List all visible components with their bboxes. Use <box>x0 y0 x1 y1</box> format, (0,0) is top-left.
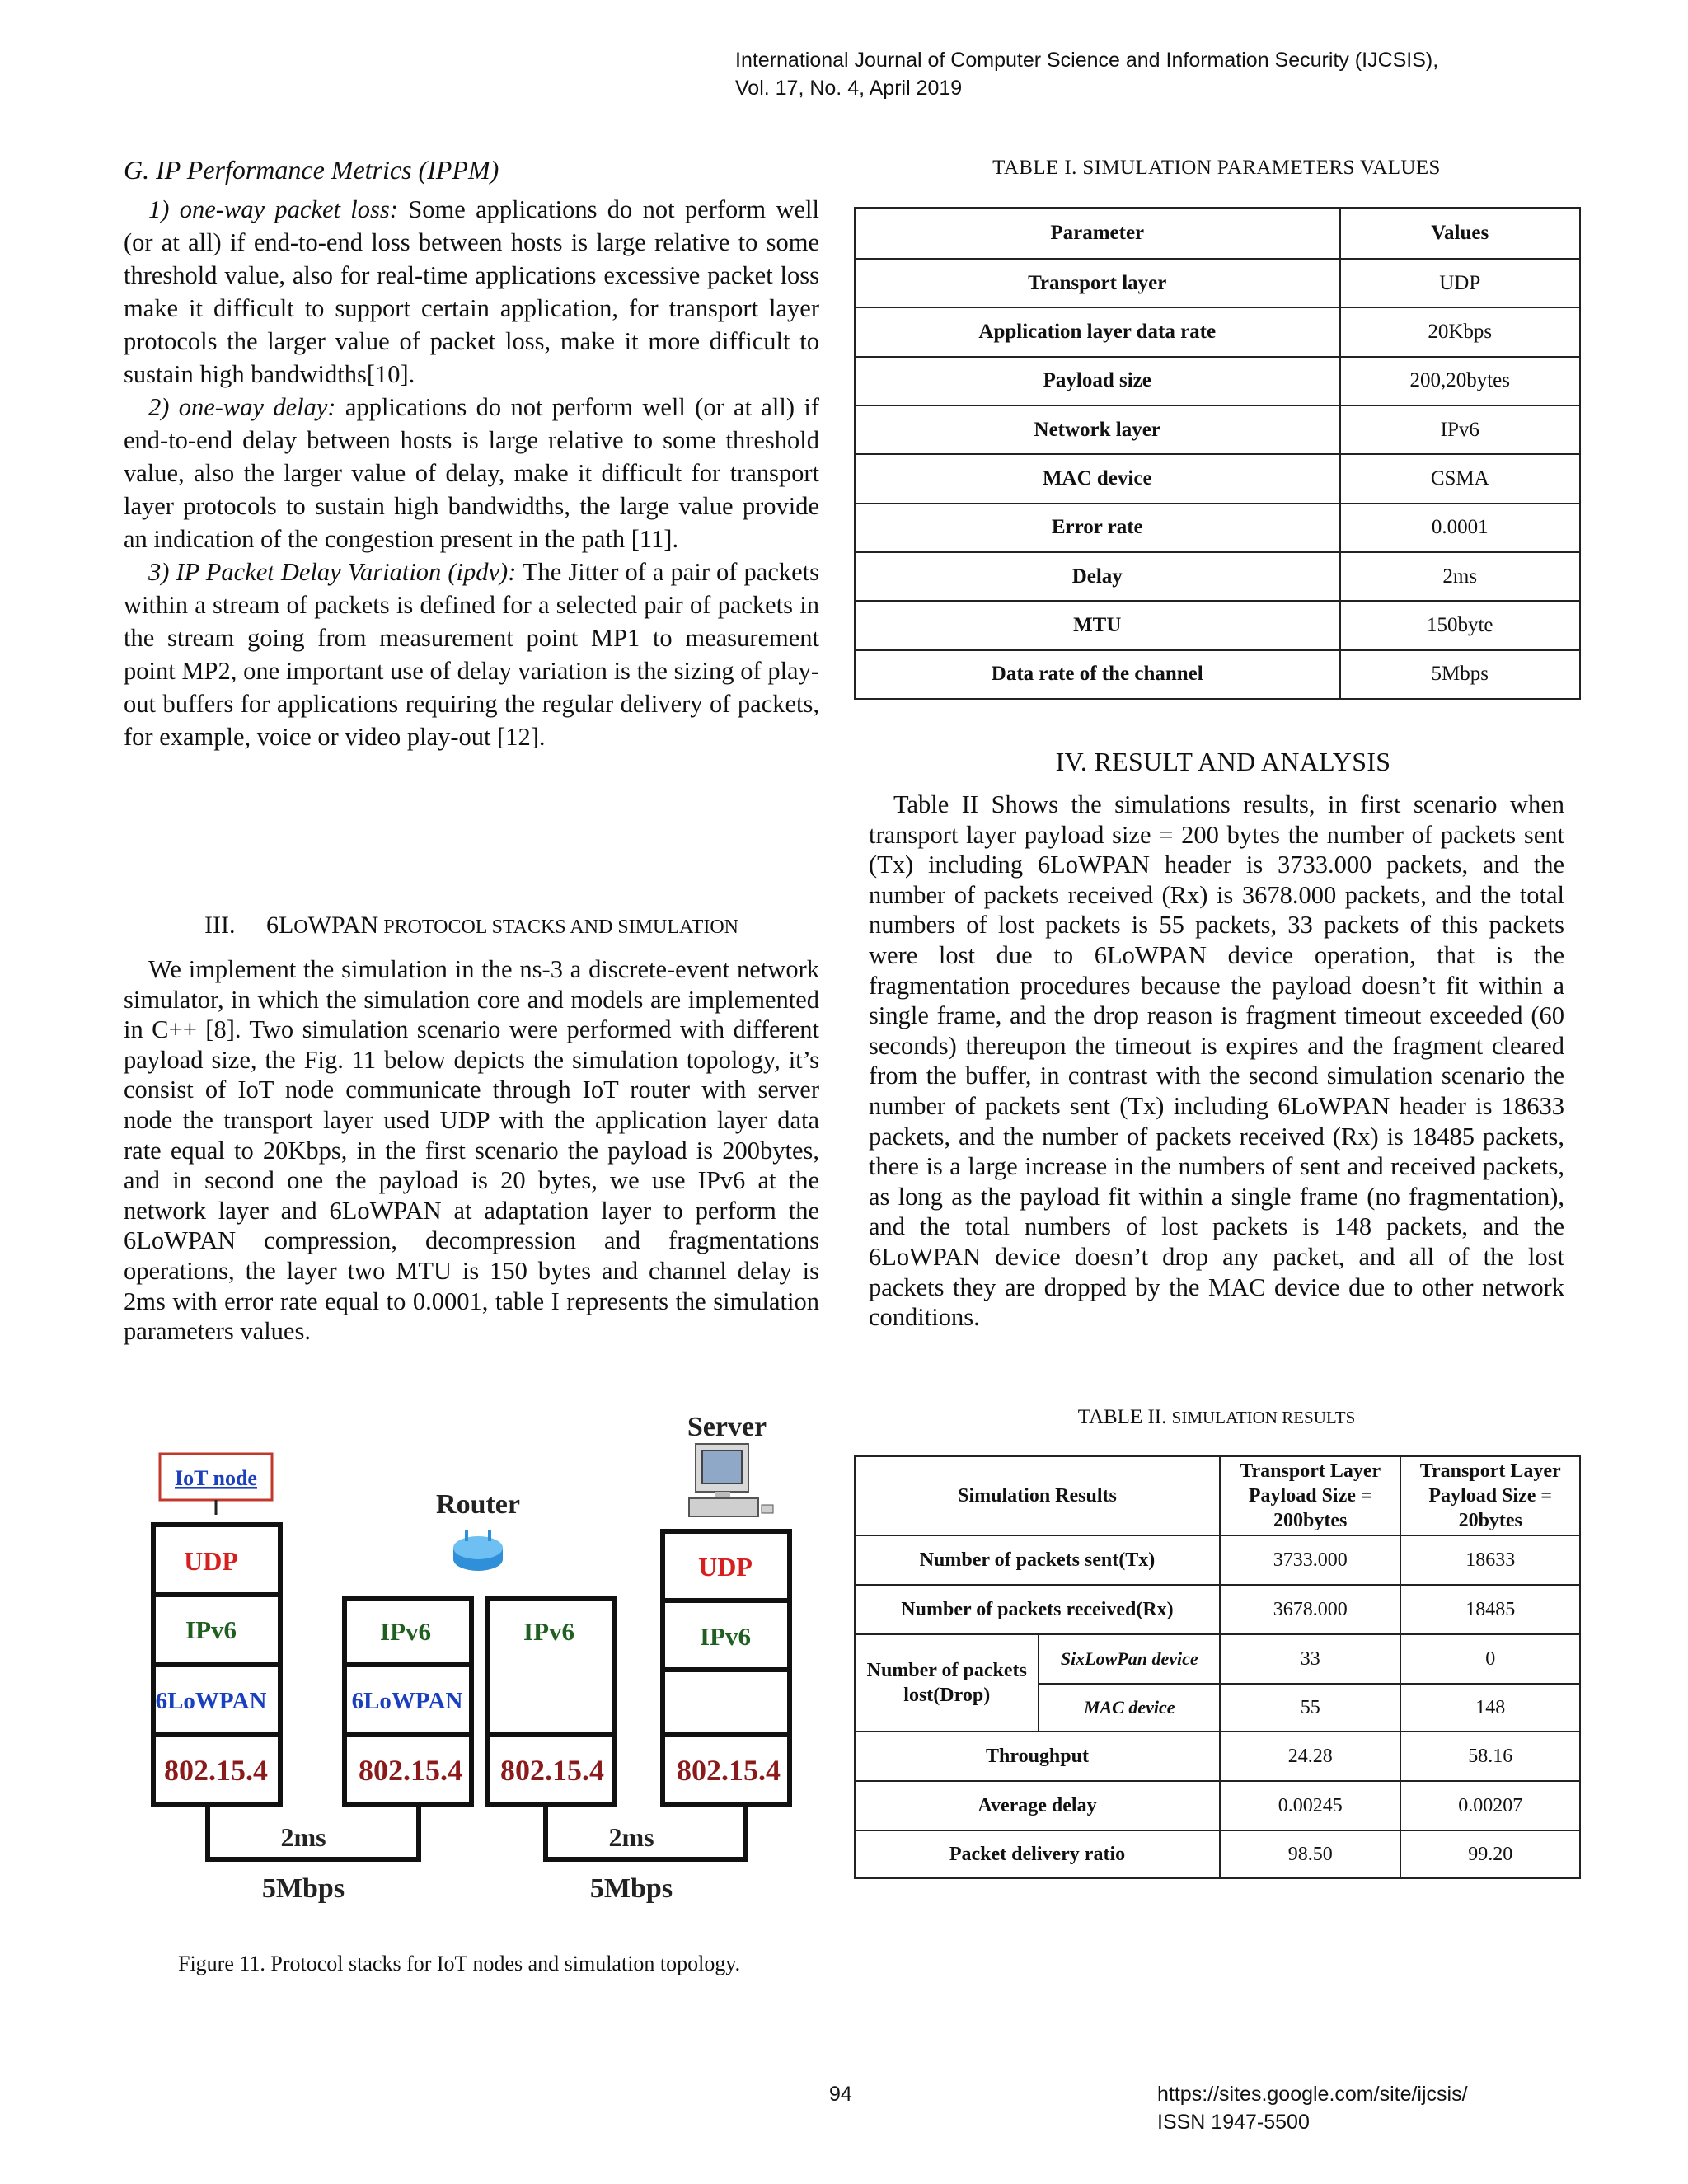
journal-volume-line: Vol. 17, No. 4, April 2019 <box>735 77 963 100</box>
table-row <box>855 454 1580 503</box>
table-row <box>855 1535 1580 1585</box>
table1-param: Data rate of the channel <box>855 650 1340 699</box>
table-row <box>855 1781 1580 1830</box>
stack2-802154: 802.15.4 <box>359 1754 462 1787</box>
stack1-802154: 802.15.4 <box>164 1754 268 1787</box>
table2-avgdelay-200: 0.00245 <box>1220 1781 1400 1830</box>
table1-header-row <box>855 208 1580 259</box>
link2-delay: 2ms <box>608 1822 654 1852</box>
section-3-title-c: WPAN <box>307 912 379 939</box>
table2-simulation-results <box>854 1455 1581 1879</box>
table2-sent-label: Number of packets sent(Tx) <box>855 1535 1220 1585</box>
section-3-number: III. <box>204 912 236 939</box>
footer-issn: ISSN 1947-5500 <box>1157 2111 1310 2134</box>
stack4-ipv6: IPv6 <box>700 1622 751 1651</box>
ipdv-text: The Jitter of a pair of packets within a stream of packets is defined for a selected pair of packets in the stream going from measurement point MP1 to measurement point MP2, one important use of delay variation is the sizing of play-out buffers for applications requiring the regular delivery of packets, for example, voice or video play-out [12]. <box>124 558 819 751</box>
footer-url: https://sites.google.com/site/ijcsis/ <box>1157 2083 1468 2106</box>
table2-recv-200: 3678.000 <box>1220 1585 1400 1634</box>
table1-param: Payload size <box>855 357 1340 405</box>
table-row <box>855 405 1580 454</box>
table-row <box>855 307 1580 356</box>
one-way-delay-text: applications do not perform well (or at all) if end-to-end delay between hosts is large relative to some threshold value, also the larger value of delay, make it difficult for transport layer protocols to sustain high bandwidths, the large value provide an indication of the congestion present in the path [11]. <box>124 393 819 553</box>
table1-value: UDP <box>1340 259 1581 307</box>
table1-param: Application layer data rate <box>855 307 1340 356</box>
paragraph-packet-loss <box>124 193 819 391</box>
table-row <box>855 357 1580 405</box>
table2-throughput-label: Throughput <box>855 1732 1220 1781</box>
table-row <box>855 504 1580 552</box>
table2-recv-label: Number of packets received(Rx) <box>855 1585 1220 1634</box>
table-row <box>855 650 1580 699</box>
stack4-802154: 802.15.4 <box>677 1754 781 1787</box>
table2-avgdelay-label: Average delay <box>855 1781 1220 1830</box>
table1-param: MTU <box>855 601 1340 649</box>
server-label: Server <box>687 1412 767 1442</box>
page-number: 94 <box>829 2083 852 2106</box>
server-computer-icon <box>689 1444 773 1516</box>
router-label: Router <box>436 1489 520 1520</box>
table1-value: CSMA <box>1340 454 1581 503</box>
table-row <box>855 552 1580 601</box>
table1-param: Transport layer <box>855 259 1340 307</box>
section-3-title-d: PROTOCOL STACKS AND SIMULATION <box>378 916 739 938</box>
table2-pdr-200: 98.50 <box>1220 1830 1400 1878</box>
table2-header-results: Simulation Results <box>855 1456 1220 1535</box>
link2-rate: 5Mbps <box>589 1873 673 1904</box>
router-icon <box>453 1530 503 1571</box>
table1-value: 200,20bytes <box>1340 357 1581 405</box>
table1-param: Error rate <box>855 504 1340 552</box>
table1-param: Delay <box>855 552 1340 601</box>
table2-header-20bytes: Transport Layer Payload Size = 20bytes <box>1400 1456 1580 1535</box>
section-3-body <box>124 954 819 1347</box>
table2-sixlowpan-200: 33 <box>1220 1634 1400 1684</box>
table2-throughput-20: 58.16 <box>1400 1732 1580 1781</box>
stack1-ipv6: IPv6 <box>185 1615 237 1644</box>
table1-simulation-parameters <box>854 207 1581 700</box>
table-row <box>855 259 1580 307</box>
paragraph-simulation: We implement the simulation in the ns-3 a discrete-event network simulator, in which the simulation core and models are implemented in C++ [8]. Two simulation scenario were performed with different payload size, the Fig. 11 below depicts the simulation topology, it’s consist of IoT node communicate through IoT router with server node the transport layer used UDP with the application layer data rate equal to 20Kbps, in the first scenario the payload is 200bytes, and in second one the payload is 20 bytes, we use IPv6 at the network layer and 6LoWPAN at adaptation layer to perform the 6LoWPAN compression, decompression and fragmentations operations, the layer two MTU is 150 bytes and channel delay is 2ms with error rate equal to 0.0001, table I represents the simulation parameters values. <box>124 955 819 1346</box>
table2-header-row <box>855 1456 1580 1535</box>
table2-sent-200: 3733.000 <box>1220 1535 1400 1585</box>
table2-caption <box>854 1406 1579 1429</box>
link-iot-router <box>208 1805 419 1904</box>
table-row <box>855 1830 1580 1878</box>
table2-lost-label: Number of packets lost(Drop) <box>855 1634 1039 1732</box>
table2-recv-20: 18485 <box>1400 1585 1580 1634</box>
stack2-ipv6: IPv6 <box>380 1617 431 1646</box>
table2-avgdelay-20: 0.00207 <box>1400 1781 1580 1830</box>
section-3-heading <box>124 912 819 940</box>
stack2-6lowpan: 6LoWPAN <box>351 1688 463 1714</box>
table1-value: 2ms <box>1340 552 1581 601</box>
ippm-heading: G. IP Performance Metrics (IPPM) <box>124 155 499 185</box>
table1-value: IPv6 <box>1340 405 1581 454</box>
table1-caption: TABLE I. SIMULATION PARAMETERS VALUES <box>992 157 1441 179</box>
table1-value: 20Kbps <box>1340 307 1581 356</box>
paragraph-ipdv <box>124 555 819 753</box>
ipdv-label: 3) IP Packet Delay Variation (ipdv): <box>148 558 517 586</box>
table2-mac-label: MAC device <box>1039 1684 1220 1732</box>
link1-rate: 5Mbps <box>261 1873 345 1904</box>
paragraph-one-way-delay <box>124 391 819 555</box>
paragraph-results: Table II Shows the simulations results, in first scenario when transport layer payload size = 200 bytes the number of packets sent (Tx) including 6LoWPAN header is 3733.000 packets, and the number of packets received (Rx) is 3678.000 packets, and the total numbers of lost packets is 55 packets, 33 packets of this packets were lost due to 6LoWPAN device operation, that is the fragmentation procedures because the payload doesn’t fit within a single frame, and the drop reason is fragment timeout exceeded (60 seconds) thereupon the timeout is expires and the fragment cleared from the buffer, in contrast with the second simulation scenario the number of packets sent (Tx) including 6LoWPAN header is 18633 packets, and the number of packets received (Rx) is 18485 packets, there is a large increase in the numbers of sent and received packets, as long as the payload fit within a single frame (no fragmentation), and the total numbers of lost packets is 148 packets, and the 6LoWPAN device doesn’t drop any packet, and all of the lost packets they are dropped by the MAC device due to other network conditions. <box>869 790 1564 1332</box>
left-column <box>124 153 819 753</box>
figure-caption: Figure 11. Protocol stacks for IoT nodes and simulation topology. <box>178 1952 741 1975</box>
journal-header <box>735 46 1438 102</box>
stack3-ipv6: IPv6 <box>523 1617 574 1646</box>
table2-sixlowpan-label: SixLowPan device <box>1039 1634 1220 1684</box>
journal-title-line: International Journal of Computer Science and Information Security (IJCSIS), <box>735 49 1439 72</box>
packet-loss-label: 1) one-way packet loss: <box>148 195 398 223</box>
table-row <box>855 601 1580 649</box>
table2-throughput-200: 24.28 <box>1220 1732 1400 1781</box>
table-row <box>855 1634 1580 1684</box>
table2-mac-200: 55 <box>1220 1684 1400 1732</box>
table2-caption-title: SIMULATION RESULTS <box>1171 1408 1356 1427</box>
one-way-delay-label: 2) one-way delay: <box>148 393 336 421</box>
table1-value: 150byte <box>1340 601 1581 649</box>
table1-param: Network layer <box>855 405 1340 454</box>
table2-pdr-label: Packet delivery ratio <box>855 1830 1220 1878</box>
stack1-udp: UDP <box>184 1546 238 1576</box>
table2-sixlowpan-20: 0 <box>1400 1634 1580 1684</box>
table2-sent-20: 18633 <box>1400 1535 1580 1585</box>
section-4-body <box>869 790 1564 1333</box>
table2-caption-number: TABLE II. <box>1077 1406 1172 1428</box>
table1-value: 0.0001 <box>1340 504 1581 552</box>
iot-node-stack <box>153 1525 280 1805</box>
stack1-6lowpan: 6LoWPAN <box>155 1688 267 1714</box>
topology-figure <box>142 1393 809 1920</box>
link-router-server <box>546 1805 745 1904</box>
router-right-stack <box>488 1599 615 1805</box>
table1-header-parameter: Parameter <box>855 208 1340 259</box>
section-4-heading: IV. RESULT AND ANALYSIS <box>1055 747 1391 776</box>
section-3-title-b: O <box>293 916 308 938</box>
stack3-802154: 802.15.4 <box>500 1754 604 1787</box>
packet-loss-text: Some applications do not perform well (or at all) if end-to-end loss between hosts is large relative to some threshold value, also for real-time applications excessive packet loss make it difficult to support certain application, for transport layer protocols the larger value of packet loss, make it more difficult to sustain high bandwidths[10]. <box>124 195 819 388</box>
table2-mac-20: 148 <box>1400 1684 1580 1732</box>
table1-value: 5Mbps <box>1340 650 1581 699</box>
table1-param: MAC device <box>855 454 1340 503</box>
router-left-stack <box>345 1599 471 1805</box>
stack4-udp: UDP <box>698 1552 753 1582</box>
section-3-title-a: 6L <box>265 912 294 939</box>
server-stack <box>663 1531 790 1805</box>
table1-header-values: Values <box>1340 208 1581 259</box>
table2-header-200bytes: Transport Layer Payload Size = 200bytes <box>1220 1456 1400 1535</box>
table2-pdr-20: 99.20 <box>1400 1830 1580 1878</box>
iot-node-label: IoT node <box>175 1466 257 1490</box>
table-row <box>855 1732 1580 1781</box>
link1-delay: 2ms <box>280 1822 326 1852</box>
table-row <box>855 1585 1580 1634</box>
